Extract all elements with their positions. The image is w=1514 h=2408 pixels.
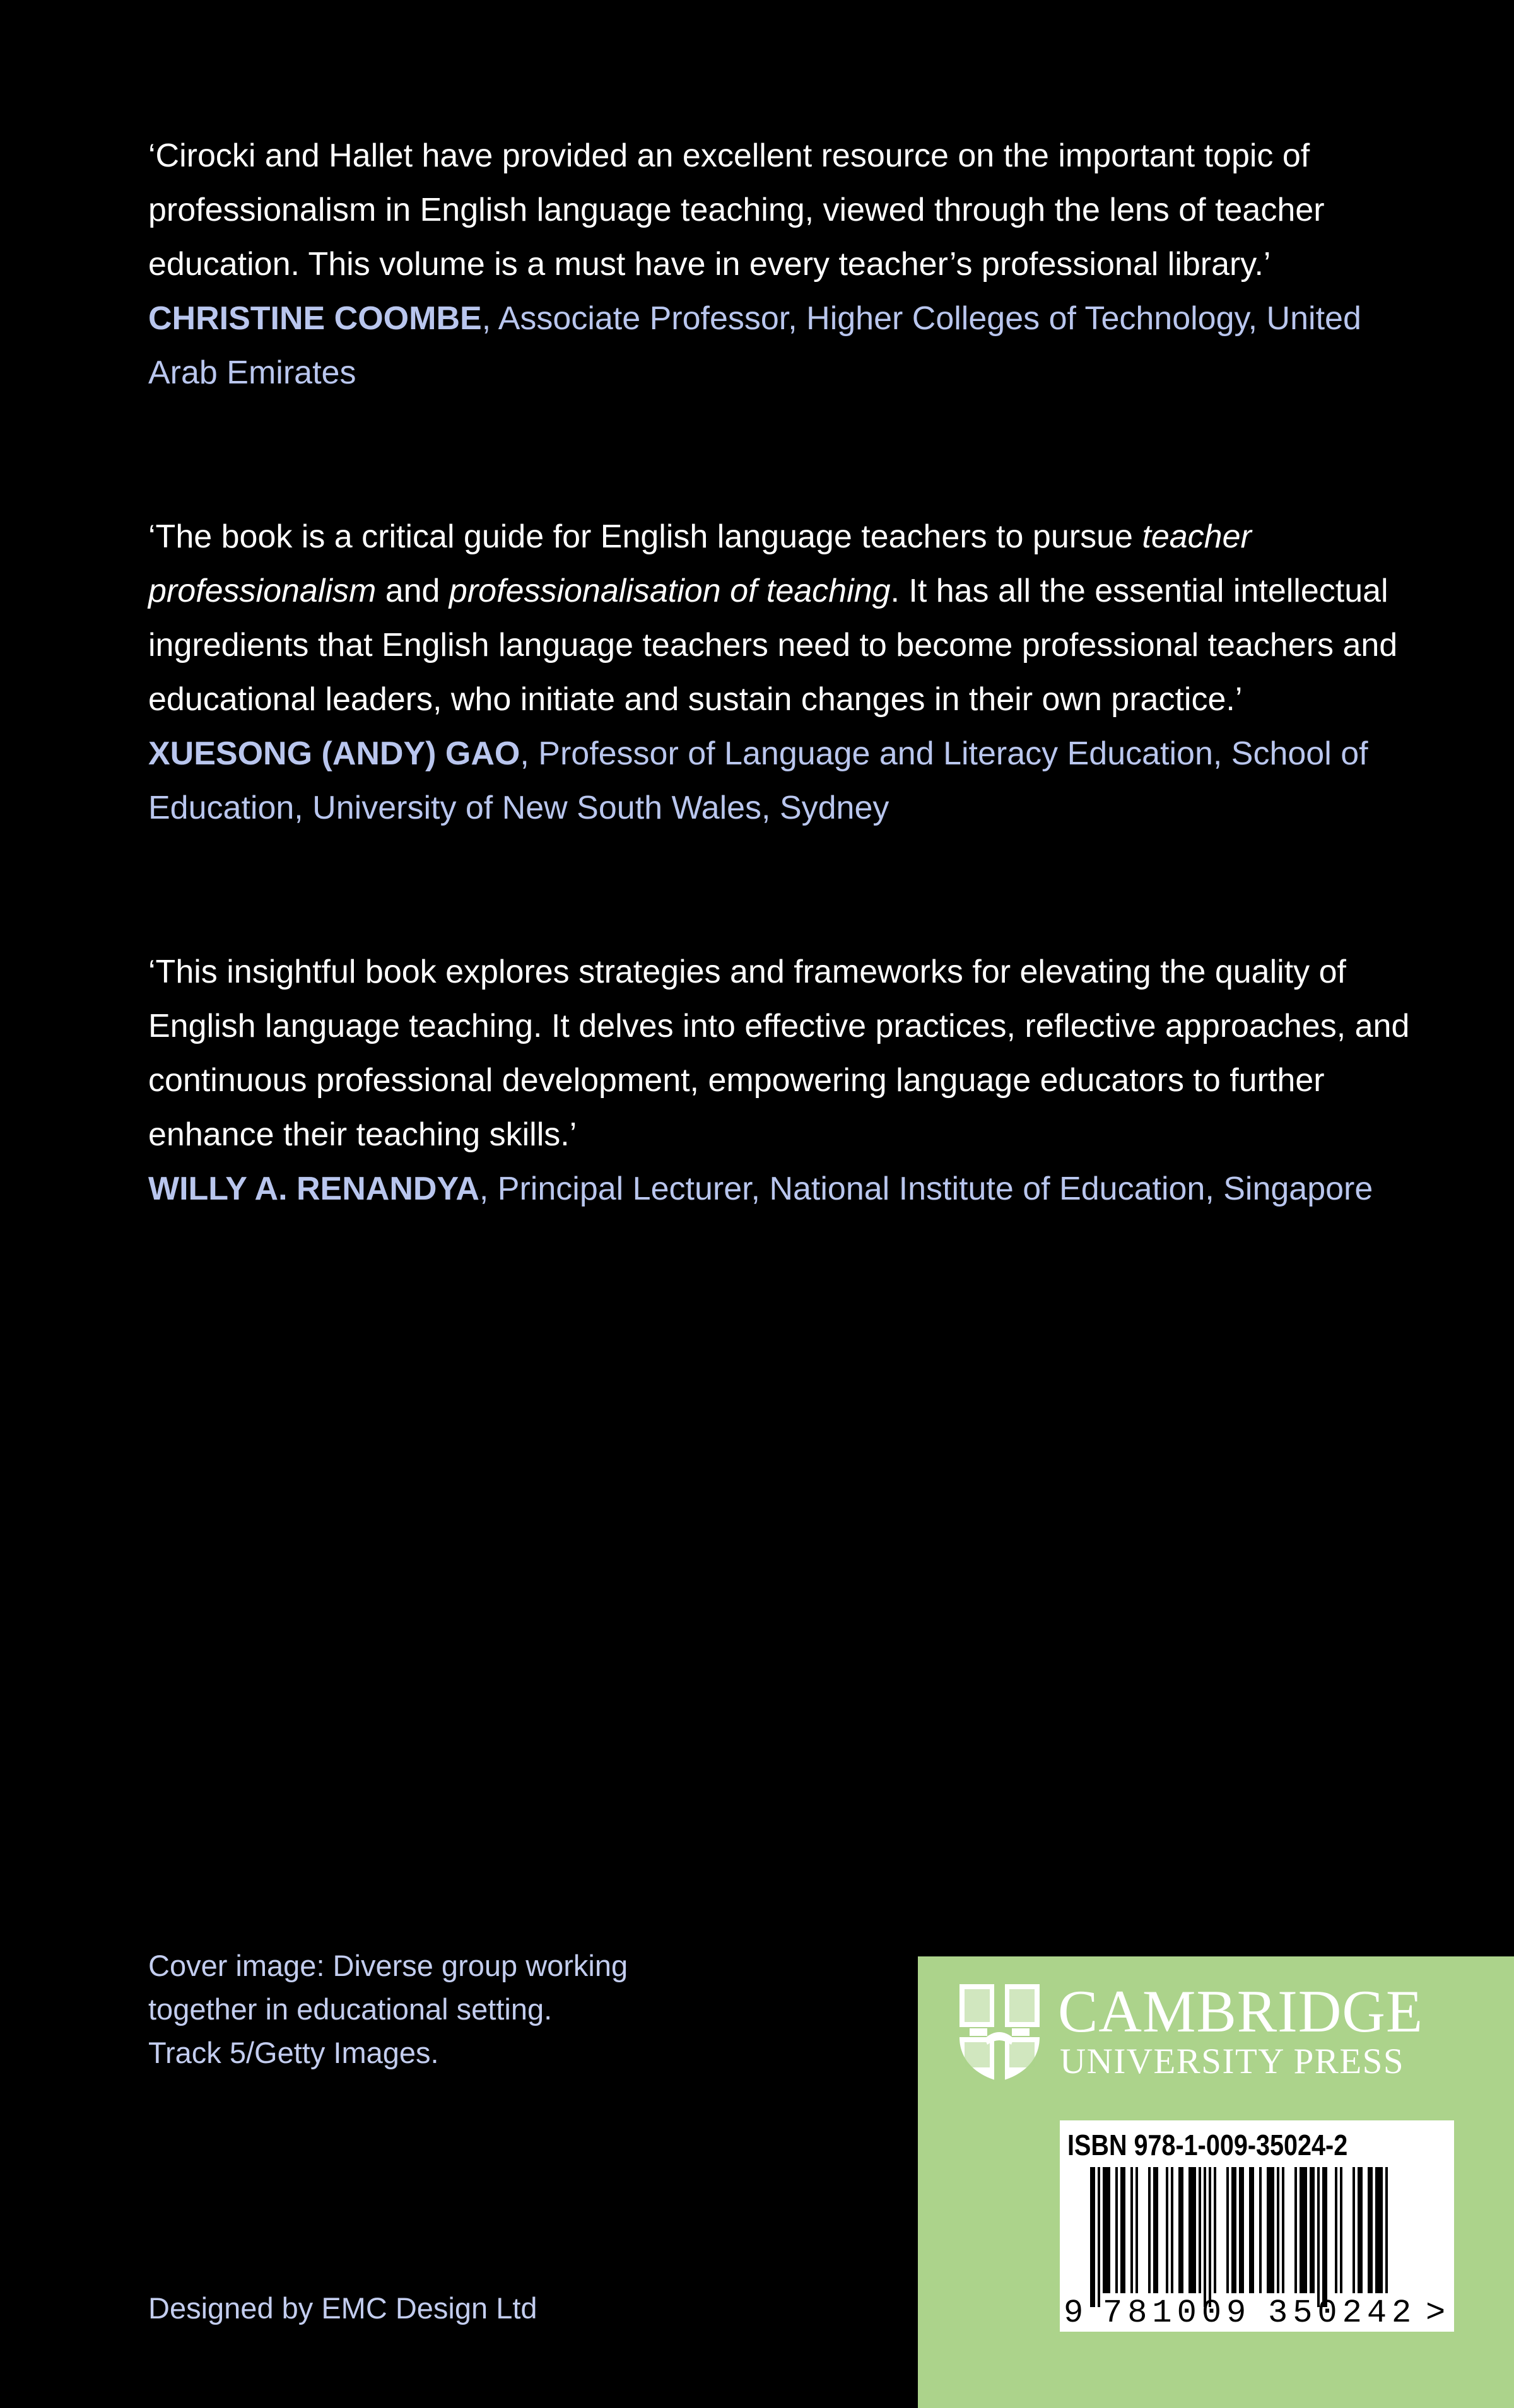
barcode-bar <box>1231 2167 1236 2293</box>
quote-segment: ‘The book is a critical guide for English language teachers to pursue <box>148 518 1142 555</box>
barcode-bar <box>1171 2167 1173 2293</box>
barcode-bar <box>1098 2167 1100 2307</box>
barcode-bar <box>1340 2167 1342 2293</box>
quote-attribution <box>148 1162 1423 1216</box>
quote-attribution <box>148 727 1423 835</box>
barcode-bar <box>1136 2167 1138 2293</box>
endorser-name: XUESONG (ANDY) GAO <box>148 735 520 772</box>
endorser-affiliation: , Professor of Language and Literacy Education, School of Education, University of New South Wales, Sydney <box>148 735 1368 826</box>
barcode-bar <box>1120 2167 1125 2293</box>
isbn-marker: > <box>1426 2294 1446 2332</box>
barcode-bar <box>1310 2167 1315 2293</box>
barcode-bar <box>1214 2167 1216 2293</box>
barcode-bar <box>1204 2167 1206 2307</box>
credit-line: together in educational setting. <box>148 1992 553 2026</box>
credit-line: Track 5/Getty Images. <box>148 2036 439 2069</box>
isbn-barcode <box>1060 2120 1454 2332</box>
publisher-subtitle: UNIVERSITY PRESS <box>1060 2042 1405 2081</box>
isbn-right-group: 350242 <box>1268 2294 1417 2332</box>
endorser-name: CHRISTINE COOMBE <box>148 300 482 337</box>
barcode-bar <box>1178 2167 1183 2293</box>
quote-segment: . It has all the essential intellectual ingredients that English language teachers need to become professional teachers and educational leaders, who initiate and sustain changes in their own practice.’ <box>148 573 1398 718</box>
endorser-name: WILLY A. RENANDYA <box>148 1171 479 1207</box>
designer-credit: Designed by EMC Design Ltd <box>148 2291 537 2325</box>
barcode-bar <box>1209 2167 1211 2307</box>
publisher-name: CAMBRIDGE <box>1058 1978 1424 2045</box>
barcode-bar <box>1277 2167 1279 2293</box>
quote-attribution <box>148 291 1423 400</box>
barcode-bar <box>1335 2167 1337 2293</box>
barcode-bar <box>1282 2167 1284 2293</box>
isbn-label: ISBN 978-1-009-35024-2 <box>1067 2129 1348 2161</box>
barcode-bar <box>1317 2167 1320 2307</box>
quote-segment: and <box>376 573 449 609</box>
barcode-bar <box>1385 2167 1388 2293</box>
barcode-bar <box>1300 2167 1307 2293</box>
barcode-bar <box>1115 2167 1118 2293</box>
quote-emphasis: professionalisation of teaching <box>449 573 891 609</box>
barcode-bar <box>1090 2167 1095 2307</box>
publisher-panel <box>918 1956 1514 2408</box>
cover-image-credit <box>148 1944 779 2074</box>
barcode-bar <box>1358 2167 1363 2293</box>
quote-2 <box>148 510 1423 835</box>
endorser-affiliation: , Associate Professor, Higher Colleges of Technology, United Arab Emirates <box>148 300 1361 391</box>
barcode-bar <box>1103 2167 1110 2293</box>
quote-segment: ‘Cirocki and Hallet have provided an excellent resource on the important topic of professionalism in English language teaching, viewed through the lens of teacher education. This volume is a must have in every teacher’s professional library.’ <box>148 137 1325 283</box>
quote-3 <box>148 945 1423 1216</box>
barcode-bar <box>1294 2167 1297 2293</box>
quote-emphasis: teacher professionalism <box>148 518 1252 609</box>
barcode-bar <box>1267 2167 1274 2293</box>
barcode-bar <box>1353 2167 1355 2293</box>
barcode-bar <box>1188 2167 1196 2293</box>
barcode-bar <box>1375 2167 1383 2293</box>
credit-line: Cover image: Diverse group working <box>148 1949 628 1982</box>
barcode-bar <box>1153 2167 1158 2293</box>
barcode-bar <box>1166 2167 1168 2293</box>
barcode-bar <box>1199 2167 1201 2293</box>
quote-segment: ‘This insightful book explores strategies and frameworks for elevating the quality of English language teaching. It delves into effective practices, reflective approaches, and continuous professional development, empowering language educators to further enhance their teaching skills.’ <box>148 954 1410 1153</box>
barcode-bar <box>1249 2167 1254 2293</box>
quote-text <box>148 945 1423 1162</box>
barcode-bar <box>1130 2167 1133 2293</box>
barcode-bar <box>1148 2167 1151 2293</box>
isbn-left-group: 781009 <box>1103 2294 1252 2332</box>
endorser-affiliation: , Principal Lecturer, National Institute of Education, Singapore <box>479 1171 1373 1207</box>
barcode-bar <box>1226 2167 1229 2293</box>
quote-text <box>148 129 1423 291</box>
barcode-bar <box>1239 2167 1244 2293</box>
quote-text <box>148 510 1423 727</box>
cambridge-crest-icon <box>957 1982 1042 2083</box>
barcode-bar <box>1322 2167 1327 2307</box>
isbn-first-digit: 9 <box>1064 2294 1084 2332</box>
barcode-bar <box>1368 2167 1373 2293</box>
quote-1 <box>148 129 1423 400</box>
barcode-bar <box>1259 2167 1262 2293</box>
